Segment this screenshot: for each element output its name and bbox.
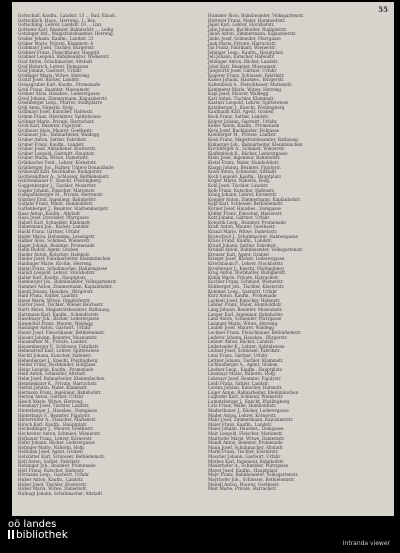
directory-entry: Grubauer Joh., Bahnarbeiter, Waldegg — [18, 132, 100, 138]
directory-entry: Kotz Johann, Gärtner, Urfahr — [208, 215, 270, 221]
directory-entry: Haas Anton, Kaufm., Altstadt — [18, 210, 80, 216]
directory-entry: Grünwald Karl, Buchhalter, Rudigierstr. — [18, 169, 103, 175]
directory-entry: Jax Franz, Fabrikant, Wienerstr. — [208, 45, 276, 51]
directory-entry: Grabmayr Josef, Tischler, Bürgerstr. — [18, 45, 95, 51]
directory-entry: Grillmayr Josef, Kutscher, Hafenstr. — [18, 109, 94, 115]
directory-entry: Hauer Josef, Fleischhauer, Bethlehemstr. — [18, 329, 105, 335]
directory-entry: Gugler Johann, Fleischer, Marienstr. — [18, 187, 96, 193]
directory-entry: Kraft Anton, Maurer, Goethestr. — [208, 224, 276, 230]
directory-entry: Knoll Anton, Schneider, Altstadt — [208, 169, 277, 175]
directory-entry: Kastner Leopold, Lehrer, Spittelwiese — [208, 100, 289, 106]
directory-entry: Jell Johann, Kutscher, Hafenstr. — [208, 54, 275, 60]
directory-entry: Hesch Marie, Witwe, Herreng. — [18, 398, 84, 404]
directory-entry: Jebinger Leop., Kaufm., Hauptplatz — [208, 49, 284, 55]
directory-entry: Kronberger J., Knecht, Pöstlingberg — [208, 265, 284, 271]
directory-entry: Leibetseder K., Lehrer, Spittelwiese — [208, 343, 285, 349]
directory-entry: Koch Leopold, Kaufm., Hauptplatz — [208, 173, 282, 179]
directory-entry: Lobmayr Josef, Beamter, Figulystr. — [208, 375, 282, 381]
directory-entry: Hummer Alois, Bahnbeamter, Volksgartenstr. — [208, 13, 305, 18]
directory-entry: Kienberger M., Private, Landstr. — [208, 132, 277, 138]
directory-entry: Greiner Alois, Hausbes., Lederergasse — [18, 91, 100, 97]
directory-entry: Hebenstreit Karl, Lehrer, Spittelwiese — [18, 348, 100, 354]
directory-entry: Markl Franz, Tischler, Klosterstr. — [208, 449, 279, 455]
directory-entry: Hofmann Josef, Agent, Graben — [18, 449, 83, 455]
directory-entry: Krug Anton, Buchhalter, Rudigierstr. — [208, 270, 286, 276]
directory-entry: Lanz Anton, Schneider, Pfarrgasse — [208, 316, 282, 322]
directory-entry: Gresl Johann, Zimmermann, Kapuzinerstr. — [18, 95, 108, 101]
directory-entry: Loidl Franz, Sattler, Landstr. — [208, 380, 270, 386]
directory-entry: Hechtl Johann, Kutscher, Hafenstr. — [18, 352, 92, 358]
directory-entry: Großauer Alois, Maurer, Goethestr. — [18, 127, 93, 133]
directory-entry: Hausleitner M., Private, Landstr. — [18, 339, 88, 345]
logo-line-1: oö landes — [8, 519, 57, 530]
directory-entry: Hofer Johann, Bäcker, Lederergasse — [18, 440, 95, 446]
directory-entry: Klein Josef, Ingenieur, Bahnhofstr. — [208, 155, 281, 161]
scanned-page — [12, 2, 394, 516]
directory-entry: Gruber Anton, Sattler, Fabrikstr. — [18, 137, 87, 143]
directory-entry: Gruber Maria, Witwe, Dametzstr. — [18, 155, 89, 161]
directory-entry: Haiml Franz, Schuhmacher, Hahnengasse — [18, 265, 108, 271]
left-column — [18, 14, 196, 496]
directory-entry: Graf Johann, Gastwirt, Urfahr — [18, 68, 82, 74]
directory-entry: Kubik Marie, Private, Harrachstr. — [208, 274, 280, 280]
directory-entry: Grimm Franz, Oberlehrer, Spittelwiese — [18, 114, 101, 120]
directory-entry: Haberl Karl, Schneider, Klammstr. — [18, 219, 92, 225]
directory-entry: Hörl Franz, Kutscher, Hafenstr. — [18, 467, 85, 473]
library-logo — [8, 520, 68, 540]
directory-entry: Kehrer Johann, Gastwirt, Urfahr — [208, 118, 277, 124]
directory-entry: Habermann Joh., Bäcker, Landstr. — [18, 224, 90, 230]
directory-entry: Hörmann Leop., Gastwirt, Urfahr — [18, 472, 90, 478]
directory-entry: Luger Anton, Bahnarbeiter, Kleinmünchen — [208, 389, 299, 395]
directory-entry: Mader Anton, Lehrer, Körnerstr. — [208, 412, 277, 418]
directory-entry: Grafinger Maria, Witwe, Herreng. — [18, 72, 91, 78]
directory-entry: Kaltenböck A., Fleischhauer, Marienstr. — [208, 81, 293, 87]
directory-entry: Hartmann Karl, Kaufm., Schmidtorstr. — [18, 311, 100, 317]
directory-entry: Grabner Leopold, Bahnbeamter, Wienerstr. — [18, 54, 110, 60]
directory-entry: Meir Marie, Private, Harrachstr. — [208, 486, 277, 492]
directory-entry: Helm Josef, Bahnarbeiter, Kleinmünchen — [18, 375, 105, 381]
directory-entry: Koppler Anton, Zimmermann, Kaplanhofstr. — [208, 196, 301, 202]
directory-entry: Lorenz Johann, Kutscher, Hafenstr. — [208, 385, 283, 391]
directory-entry: Mairhofer Marie, Witwe, Dametzstr. — [208, 435, 285, 441]
directory-entry: Gottweis Karl, Beamter, Bahnhofstr. ... Ledig — [18, 26, 114, 32]
directory-entry: Haas Josef, Drechsler, Pfarrgasse — [18, 215, 89, 221]
directory-entry: Gotzinger Ant., Magistratsbeamter, Herreng. — [18, 31, 114, 37]
directory-entry: Mayr Franz, Bahnbeamter, Volksgartenstr. — [208, 472, 299, 478]
directory-entry: Katzlberger J., Knecht, Pöstlingberg — [208, 104, 285, 110]
directory-entry: Gottschall, Kaufm., Landstr. 13 ... Bad. Elisab. — [18, 13, 117, 18]
directory-entry: Hutterer Franz, Maler, Humboldtstr. — [208, 17, 286, 23]
directory-entry: Haslinger Anton, Gastwirt, Urfahr — [18, 325, 91, 331]
directory-entry: Meindl Anton, Maurer, Goethestr. — [208, 481, 280, 487]
directory-entry: Gratzl Josef, Bäcker, Landstr. — [18, 77, 80, 83]
directory-entry: Guttenberger J., Beamter, Starhembergstr. — [18, 205, 109, 211]
viewer-label: Intranda viewer — [342, 540, 390, 547]
directory-entry: Huber Maria, Witwe, Dametzstr. — [18, 486, 87, 492]
directory-entry: Hansl Marie, Witwe, Dinghoferstr. — [18, 297, 91, 303]
directory-entry: Lutz Franz, Maler, Humboldtstr. — [208, 403, 277, 409]
directory-entry: Kirchberger A., Schmied, Wienerstr. — [208, 146, 286, 152]
directory-entry: Kriechbaum F., Lehrer, Stockhofstr. — [208, 261, 284, 267]
directory-entry: Grünbacher Ferd., Lehrer, Körnerstr. — [18, 160, 97, 165]
directory-entry: Haselmayr Joh., Bäcker, Lederergasse — [18, 316, 100, 322]
directory-entry: Hafner Alois, Schmied, Wienerstr. — [18, 238, 91, 244]
directory-entry: Haider Anton, Kutscher, Hafenstr. — [18, 251, 91, 257]
directory-entry: Huber Josef, Tischler, Klosterstr. — [18, 481, 88, 487]
directory-entry: König Johann, Lehrer, Körnerstr. — [208, 192, 278, 198]
directory-entry: Hochedlinger J., Maurer, Goethestr. — [18, 426, 94, 432]
directory-entry: Hahn Rudolf, Agent, Graben — [18, 247, 79, 253]
directory-entry: Kaiser Johann, Hausbes., Bürgerstr. — [208, 77, 285, 83]
directory-entry: Kowarik Leop., Beamter, Promenade — [208, 219, 286, 225]
directory-entry: Haller Karl, Kaufm., Hauptplatz — [18, 274, 86, 280]
directory-entry: Hufnagl Johann, Schuhmacher, Altstadt — [18, 490, 103, 496]
directory-entry: Harrer Josef, Tischler, Wiener Reichsstr. — [18, 302, 104, 308]
directory-entry: Lettner Johann, Tischler, Klammstr. — [208, 357, 284, 363]
directory-entry: Kagerer Franz, Schlosser, Fabrikstr. — [208, 72, 285, 78]
directory-entry: Hochreiter Anton, Schmied, Wienerstr. — [18, 431, 101, 437]
directory-entry: Kogler Marie, Näherin, Hofg. — [208, 178, 271, 184]
directory-entry: Gstöttenbauer F., Knecht, Pöstlingberg — [18, 178, 101, 184]
directory-entry: Lang Johann, Beamter, Museumstr. — [208, 307, 283, 312]
directory-entry: Mair Leopold, Fleischer, Marienstr. — [208, 431, 284, 437]
directory-entry: Keller Anton, Kaufm., Promenade — [208, 123, 280, 129]
directory-entry: Jakob Anton, Zimmermann, Kapuzinerstr. — [208, 31, 297, 37]
directory-entry: Heinz Leopold, Kaufm., Promenade — [18, 366, 94, 372]
directory-entry: Gutjahr Franz, Maler, Humboldtstr. — [18, 201, 94, 207]
directory-entry: Kolb Franz, Kutscher, Hafenstr. — [208, 187, 275, 193]
directory-entry: Günther Emil, Ingenieur, Bahnhofstr. — [18, 196, 97, 202]
logo-bar-icon — [12, 530, 14, 539]
directory-entry: Maier Franz, Kaufm., Landstr. — [208, 421, 273, 427]
directory-entry: Lackner Josef, Kutscher, Hafenstr. — [208, 297, 281, 303]
directory-entry: Hemmelmayr K., Private, Harrachstr. — [18, 380, 98, 386]
directory-entry: Gröbner Marie, Private, Harrachstr. — [18, 118, 95, 124]
directory-entry: Kletzl Franz, Maler, Humboldtstr. — [208, 160, 280, 165]
directory-entry: Kuchler Franz, Schmied, Wienerstr. — [208, 279, 284, 285]
directory-entry: Jäger Karl, Lehrer, Stockhofstr. — [208, 22, 275, 28]
directory-entry: Mahr Josef, Zimmermann, Kapuzinerstr. — [208, 417, 294, 423]
directory-entry: Mathes Karl, Ingenieur, Bahnhofstr. — [208, 458, 285, 464]
directory-entry: Grill Anna, Näherin, Hofg. — [18, 104, 75, 110]
directory-entry: Kreindl Anton, Bahnbeamter, Volksgartenstr. — [208, 247, 304, 253]
directory-entry: Hermann Franz, Ingenieur, Bahnhofstr. — [18, 389, 102, 395]
directory-entry: Kühberger Joh., Tischler, Klosterstr. — [208, 284, 285, 290]
directory-entry: Kummer Leop., Gastwirt, Urfahr — [208, 288, 278, 294]
directory-entry: Hintermayr F., Beamter, Figulystr. — [18, 412, 91, 418]
right-column — [208, 14, 386, 492]
directory-entry: Karl Anton, Tischler, Klammstr. — [208, 95, 275, 101]
logo-line-2-text: bibliothek — [16, 529, 68, 541]
directory-entry: Lechner Franz, Fleischhauer, Bethlehemstr. — [208, 329, 302, 335]
directory-entry: Maier Johann, Hausbes., Domgasse — [208, 426, 284, 432]
directory-entry: Hammer Anton, Zimmermann, Kaplanhofstr. — [18, 284, 113, 290]
directory-entry: Kranzl Marie, Witwe, Dametzstr. — [208, 228, 278, 234]
directory-entry: Grausgruber Karl, Kaufm., Promenade — [18, 81, 101, 87]
directory-entry: Kapl Josef, Maurer, Waldegg — [208, 91, 269, 97]
directory-entry: Lichtenberger A., Agent, Graben — [208, 362, 278, 368]
directory-entry: Gruber Josef, Amtsdiener, Klosterstr. — [18, 146, 97, 152]
directory-entry: Lenz Franz, Gärtner, Urfahr — [208, 352, 268, 358]
directory-entry: Graf Anton, Schuhmacher, Altstadt — [18, 58, 93, 64]
directory-entry: Hiesmayr Josef, Tischler, Landstr. — [18, 403, 90, 409]
directory-entry: Jungwirth Josef, Gärtner, Urfahr — [208, 68, 277, 74]
directory-entry: Graber Johann, Kaufm., Landstr. 21 — [18, 35, 94, 41]
directory-entry: Mandl Anton, Beamter, Promenade — [208, 440, 283, 446]
directory-entry: Kiesl Franz, Magistratsbeamter, Rathausg. — [208, 137, 300, 143]
directory-entry: Mascher Johann, Gastwirt, Urfahr — [208, 454, 281, 459]
directory-entry: Linsmayr Marie, Näherin, Hofg. — [208, 371, 277, 377]
directory-entry: Kammerer Marie, Witwe, Herreng. — [208, 86, 283, 92]
directory-entry: Lasinger Marie, Witwe, Herreng. — [208, 320, 279, 326]
directory-entry: Hinterberger J., Hausbes., Domgasse — [18, 408, 97, 414]
directory-entry: Krauß Johann, Sattler, Fabrikstr. — [208, 242, 278, 248]
directory-entry: Kern Josef, Buchbinder, Hofgasse — [208, 127, 279, 133]
directory-entry: Hasenöhrl Franz, Maurer, Waldegg — [18, 320, 93, 326]
directory-entry: Holl Anton, Sattler, Fabrikstr. — [18, 458, 81, 464]
directory-entry: Kratochwil J., Schuhmacher, Hahnengasse — [208, 233, 298, 239]
directory-entry: Mauerhofer A., Schneider, Pfarrgasse — [208, 463, 289, 469]
directory-entry: Guggenberger J., Tischler, Mozartstr. — [18, 182, 97, 188]
directory-entry: Kohl Josef, Tischler, Landstr. — [208, 182, 269, 188]
directory-entry: Kraus Franz, Kaufm., Landstr. — [208, 238, 272, 244]
directory-entry: Handl Johann, Hausbes., Bürgerstr. — [18, 288, 94, 294]
directory-entry: Haider Josef, Fabrikarbeiter, Kleinmünchen — [18, 256, 111, 262]
directory-entry: Haidinger Marie, Köchin, Herreng. — [18, 261, 93, 267]
directory-entry: Haindl Leopold, Lehrer, Stockhofstr. — [18, 270, 96, 276]
directory-entry: Lederer Johann, Hausbes., Bürgerstr. — [208, 334, 288, 340]
directory-entry: Gottschlich, Haus., Herreng., L. Bes. — [18, 17, 97, 23]
directory-entry: Heider Franz, Buchbinder, Hofgasse — [18, 362, 96, 368]
directory-entry: Gumpoldsberger M., Private, Herrenstr. — [18, 192, 104, 198]
directory-entry: Grabner Franz, Fleischhauer, Hauptpl. — [18, 49, 101, 55]
directory-entry: Hartl Anton, Magistratsbeamter, Rathausg. — [18, 307, 111, 312]
directory-entry: Hader Maria, Hebamme, Lessingstr. — [18, 233, 96, 239]
directory-entry: Hackl Franz, Gärtner, Urfahr — [18, 228, 80, 234]
directory-entry: Hinterreiter A., Fleischer, Marienstr. — [18, 417, 97, 423]
directory-entry: Gruber Leopold, Gastwirt, Hauptstr. — [18, 150, 96, 156]
directory-entry: Holzinger Joh., Beamter, Promenade — [18, 463, 96, 469]
directory-entry: Klaffenböck K., Bäcker, Lederergasse — [208, 150, 288, 156]
directory-entry: Lumetzberger J., Knecht, Pöstlingberg — [208, 398, 290, 404]
directory-entry: Leitner Josef, Schlosser, Fabrikstr. — [208, 348, 281, 354]
directory-entry: Kurz Anton, Kaufm., Promenade — [208, 293, 277, 299]
directory-entry: Kopf Karl, Schlosser, Bethlehemstr. — [208, 201, 284, 207]
directory-entry: Grünberger Jos., Hafner, Untere Donaulände — [18, 164, 114, 170]
directory-entry: Hehenberger J., Knecht, Pöstlingberg — [18, 357, 98, 363]
directory-entry: Krieger Josef, Bäcker, Lederergasse — [208, 256, 285, 262]
directory-entry: Jobst Karl, Beamter, Museumstr. — [208, 63, 278, 69]
directory-entry: Kreuzer Karl, Agent, Graben — [208, 251, 269, 257]
directory-entry: Graf Heinrich, Lehrer, Domgasse — [18, 63, 89, 69]
directory-entry: Janko Josef, Schneider, Pfarrgasse — [208, 35, 281, 41]
directory-entry: Keck Franz, Sattler, Landstr. — [208, 114, 269, 120]
logo-bar-icon — [8, 530, 10, 539]
directory-entry: Jauk Marie, Private, Harrachstr. — [208, 40, 277, 46]
directory-entry: Hofbauer Franz, Lehrer, Körnerstr. — [18, 435, 93, 441]
page-number: 55 — [378, 5, 388, 14]
directory-entry: Lahner Franz, Maler, Humboldtstr. — [208, 302, 283, 308]
directory-entry: Graber Marie, Private, Klammstr. 4 — [18, 40, 94, 46]
directory-entry: Hirsch Karl, Kaufm., Hauptplatz — [18, 421, 87, 427]
directory-entry: Herzog Anton, Gärtner, Urfahr — [18, 394, 84, 400]
directory-entry: Körner Josef, Hausbes., Domgasse — [208, 205, 282, 211]
directory-entry: Jetzinger Anton, Bäcker, Landstr. — [208, 58, 279, 64]
directory-entry: Greil Franz, Beamter, Museumstr. — [18, 86, 91, 92]
directory-entry: Kinberger Joh., Bahnarbeiter, Kleinmünchen — [208, 141, 303, 147]
directory-entry: Mayer Josef, Kaufm., Hauptplatz — [208, 467, 278, 473]
directory-entry: Lughofer Karl, Schmied, Wienerstr. — [208, 394, 284, 400]
directory-entry: Grienberger Leop., Pfarrer, Stadtpfarre — [18, 100, 103, 106]
directory-entry: Hanl Franz, Sattler, Landstr. — [18, 293, 79, 299]
directory-entry: Kaufmann Karl, Agent, Graben — [208, 109, 274, 115]
directory-entry: Gschwandtner A., Schlosser, Bethlehemstr. — [18, 173, 110, 179]
directory-entry: Mann Josef, Schuhmacher, Altstadt — [208, 444, 283, 450]
directory-entry: Herbst Johann, Maler, Klammstr. — [18, 385, 88, 391]
directory-entry: Hager Johann, Beamter, Promenade — [18, 242, 95, 248]
directory-entry: Hamberger Jos., Bahnbeamter, Volksgartenstr. — [18, 279, 117, 285]
directory-entry: Langer Karl, Ingenieur, Bahnhofstr. — [208, 311, 284, 317]
directory-entry: Hofstätter Karl, Schlosser, Bethlehemstr. — [18, 454, 106, 459]
directory-entry: Huber Anton, Kaufm., Landstr. — [18, 476, 84, 482]
directory-entry: Jahn Johann, Buchhalter, Rudigierstr. — [208, 26, 288, 32]
logo-line-2 — [8, 530, 68, 540]
directory-entry: Lehner Anton, Bäcker, Landstr. — [208, 339, 275, 345]
directory-entry: Kößler Franz, Fleischer, Marienstr. — [208, 210, 283, 216]
directory-entry: Lindner Leop., Kaufm., Hauptplatz — [208, 366, 282, 372]
directory-entry: Gottschling, Lehrer, Landstr. 10 ... Linz — [18, 22, 102, 28]
directory-entry: Hauzenberger F., Schlosser, Fabrikstr. — [18, 343, 100, 349]
directory-entry: Hofinger Marie, Näherin, Hofg. — [18, 444, 86, 450]
directory-entry: Heiß Anton, Schneider, Altstadt — [18, 371, 86, 377]
directory-entry: Maderthaner J., Bäcker, Lederergasse — [208, 408, 289, 414]
directory-entry: Hauser Johann, Beamter, Museumstr. — [18, 334, 98, 340]
directory-entry: Mayrhofer Joh., Schlosser, Bethlehemstr. — [208, 476, 295, 482]
directory-entry: Knapp Johann, Beamter, Figulystr. — [208, 164, 281, 170]
directory-entry: Gruber Franz, Kaufm., Landstr. — [18, 141, 85, 147]
directory-entry: Lauber Josef, Maurer, Waldegg — [208, 325, 274, 331]
directory-entry: Groß Karl, Beamter, Figulystr. — [18, 123, 83, 129]
